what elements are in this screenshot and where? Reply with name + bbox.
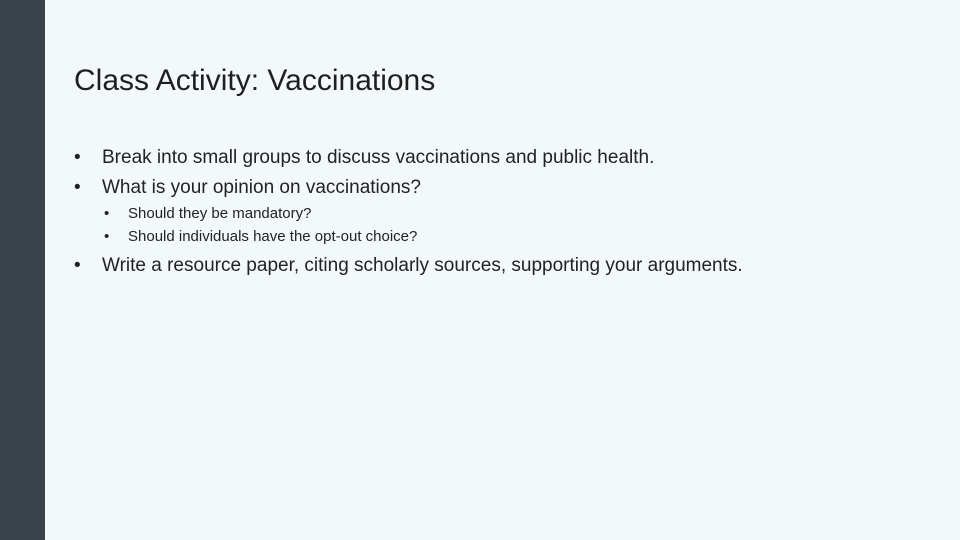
bullet-dot-icon: • [104, 228, 110, 245]
sub-bullet-text: Should they be mandatory? [128, 205, 312, 222]
slide-title: Class Activity: Vaccinations [74, 64, 436, 97]
bullet-dot-icon: • [104, 205, 110, 222]
left-accent-bar [0, 0, 45, 540]
bullet-text: Break into small groups to discuss vaccinations and public health. [102, 147, 655, 168]
slide-content [45, 0, 960, 540]
sub-bullet-text: Should individuals have the opt-out choice? [128, 228, 418, 245]
bullet-dot-icon: • [74, 255, 81, 276]
bullet-dot-icon: • [74, 177, 81, 198]
bullet-dot-icon: • [74, 147, 81, 168]
bullet-text: What is your opinion on vaccinations? [102, 177, 421, 198]
bullet-text: Write a resource paper, citing scholarly sources, supporting your arguments. [102, 255, 743, 276]
